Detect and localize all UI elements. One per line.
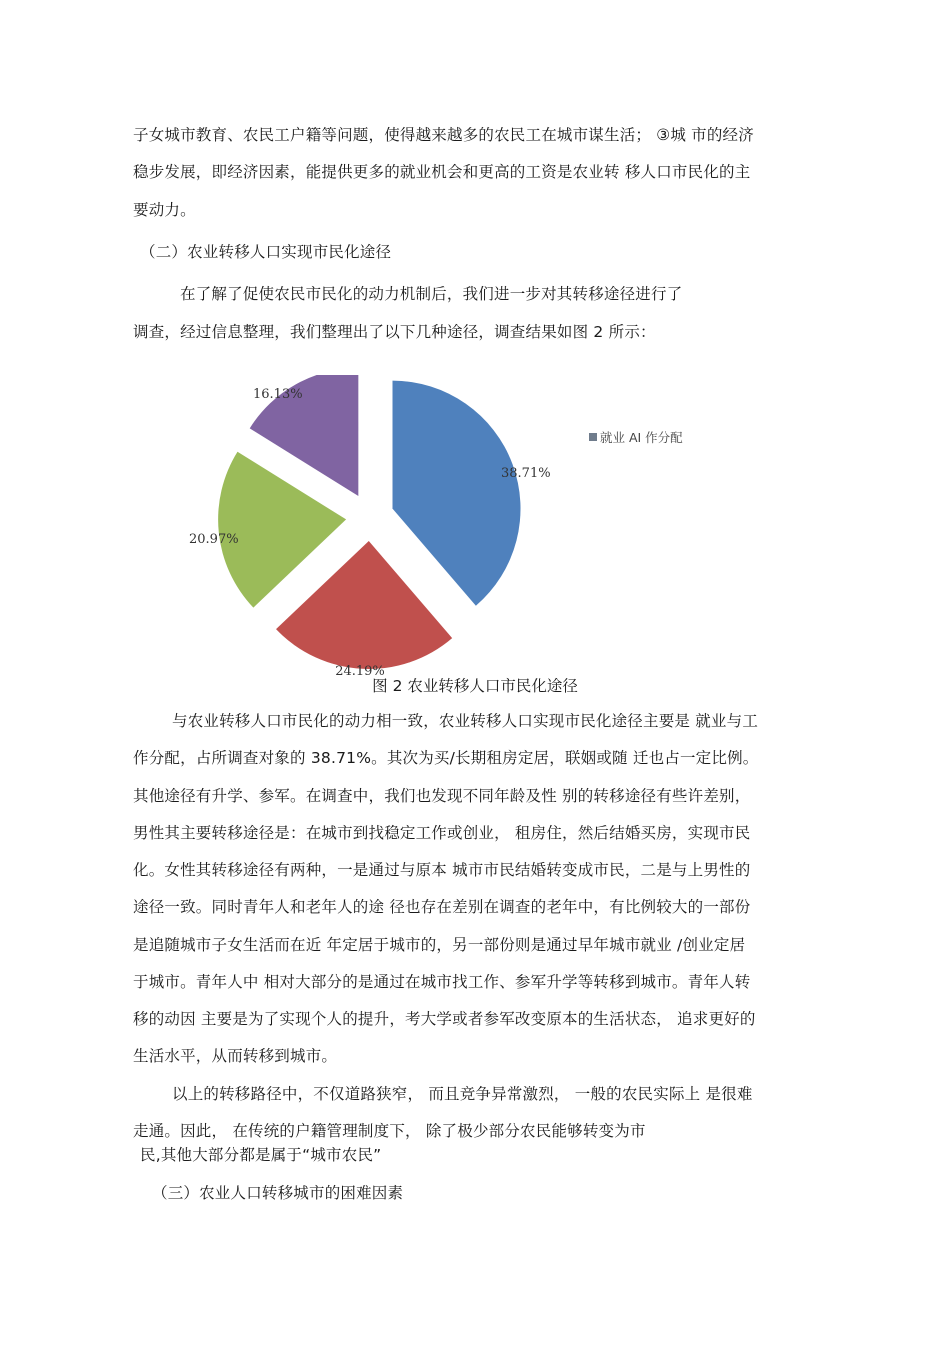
paragraph-line: 调查，经过信息整理，我们整理出了以下几种途径，调查结果如图 2 所示： bbox=[133, 323, 656, 341]
pie-slice bbox=[393, 381, 521, 606]
paragraph-line: 途径一致。同时青年人和老年人的途 径也存在差别在调查的老年中，有比例较大的一部份 bbox=[133, 898, 751, 916]
paragraph-line: 其他途径有升学、参军。在调查中，我们也发现不同年龄及性 别的转移途径有些许差别， bbox=[133, 787, 751, 805]
paragraph-line: 与农业转移人口市民化的动力相一致，农业转移人口实现市民化途径主要是 就业与工 bbox=[172, 712, 759, 730]
paragraph-line: 化。女性其转移途径有两种，一是通过与原本 城市市民结婚转变成市民，二是与上男性的 bbox=[133, 861, 751, 879]
section-heading-3: （三）农业人口转移城市的困难因素 bbox=[152, 1184, 404, 1202]
paragraph-line: 以上的转移路径中，不仅道路狭窄， 而且竞争异常激烈， 一般的农民实际上 是很难 bbox=[172, 1085, 753, 1103]
paragraph-line: 生活水平，从而转移到城市。 bbox=[133, 1047, 338, 1065]
paragraph-line: 男性其主要转移途径是：在城市到找稳定工作或创业， 租房住，然后结婚买房，实现市民 bbox=[133, 824, 751, 842]
pie-chart-svg bbox=[175, 375, 715, 680]
section-heading-2: （二）农业转移人口实现市民化途径 bbox=[140, 243, 392, 261]
pie-slice-label: 16.13% bbox=[253, 387, 303, 402]
figure-caption: 图 2 农业转移人口市民化途径 bbox=[372, 677, 578, 695]
pie-slice-label: 24.19% bbox=[335, 664, 385, 679]
paragraph-line: 稳步发展，即经济因素，能提供更多的就业机会和更高的工资是农业转 移人口市民化的主 bbox=[133, 163, 751, 181]
pie-chart bbox=[175, 375, 715, 680]
paragraph-line: 走通。因此， 在传统的户籍管理制度下， 除了极少部分农民能够转变为市 bbox=[133, 1122, 646, 1140]
paragraph-line: 要动力。 bbox=[133, 201, 196, 219]
paragraph-line: 民,其他大部分都是属于“城市农民” bbox=[140, 1146, 382, 1164]
paragraph-line: 在了解了促使农民市民化的动力机制后，我们进一步对其转移途径进行了 bbox=[180, 285, 683, 303]
paragraph-line: 作分配，占所调查对象的 38.71%。其次为买/长期租房定居，联姻或随 迁也占一定比例。 bbox=[133, 749, 759, 767]
legend-entry: 就业 AI 作分配 bbox=[600, 430, 683, 445]
paragraph-line: 子女城市教育、农民工户籍等问题，使得越来越多的农民工在城市谋生活； ③城 市的经济 bbox=[133, 126, 754, 144]
paragraph-line: 于城市。青年人中 相对大部分的是通过在城市找工作、参军升学等转移到城市。青年人转 bbox=[133, 973, 751, 991]
paragraph-line: 移的动因 主要是为了实现个人的提升，考大学或者参军改变原本的生活状态， 追求更好的 bbox=[133, 1010, 756, 1028]
paragraph-line: 是追随城市子女生活而在近 年定居于城市的，另一部份则是通过早年城市就业 /创业定居 bbox=[133, 936, 746, 954]
pie-slice-label: 20.97% bbox=[189, 532, 239, 547]
pie-slice-label: 38.71% bbox=[501, 466, 551, 481]
legend-marker bbox=[589, 433, 597, 441]
